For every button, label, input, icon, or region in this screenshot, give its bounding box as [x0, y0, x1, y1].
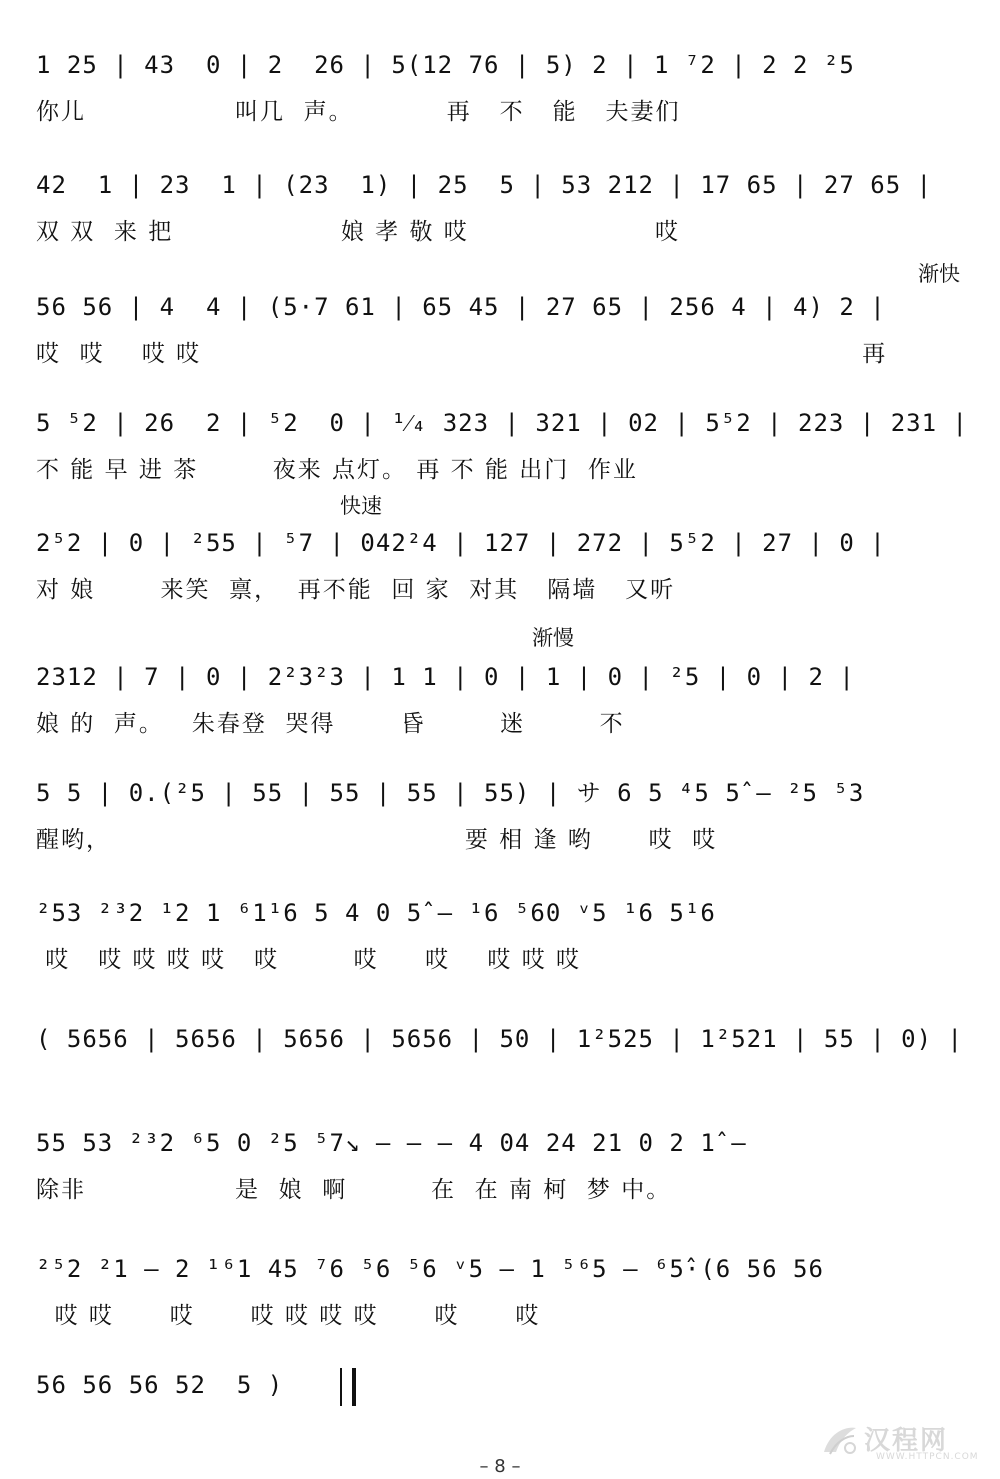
notation-line: ( 5656 | 5656 | 5656 | 5656 | 50 | 1²525 | 1²521 | 55 | 0) |: [36, 1025, 963, 1053]
final-barline: [340, 1368, 356, 1406]
watermark-logo-icon: [820, 1422, 860, 1458]
notation-line: 56 56 56 52 5 ): [36, 1371, 284, 1399]
watermark-text: 汉程网: [864, 1426, 949, 1456]
score-system-10: [0, 1118, 1000, 1228]
lyrics-line: 不 能 早 进 茶 夜来 点灯。 再 不 能 出门 作业: [36, 457, 638, 483]
lyrics-line: 哎 哎 哎 哎 再: [36, 341, 888, 367]
notation-line: 56 56 | 4 4 | (5·7 61 | 65 45 | 27 65 | 256 4 | 4) 2 |: [36, 293, 886, 321]
lyrics-line: 除非 是 娘 啊 在 在 南 柯 梦 中。: [36, 1177, 672, 1203]
notation-line: 2⁵2 | 0 | ²55 | ⁵7 | 042²4 | 127 | 272 | 5⁵2 | 27 | 0 |: [36, 529, 886, 557]
score-system-7: [0, 768, 1000, 878]
score-system-6: [0, 652, 1000, 762]
notation-line: 55 53 ²³2 ⁶5 0 ²5 ⁵7↘ — — — 4 04 24 21 0 2 1̂ —: [36, 1129, 747, 1157]
score-system-3: [0, 282, 1000, 392]
score-system-4: [0, 398, 1000, 508]
notation-line: ²⁵2 ²1 — 2 ¹⁶1 45 ⁷6 ⁵6 ⁵6 ᵛ5 — 1 ⁵⁶5 — ⁶5̂·(6 56 56: [36, 1255, 824, 1283]
notation-line: 5 5 | 0.(²5 | 55 | 55 | 55 | 55) | サ 6 5 ⁴5 5̂ — ²5 ⁵3: [36, 779, 865, 807]
lyrics-line: 对 娘 来笑 禀， 再不能 回 家 对其 隔墙 又听: [36, 577, 676, 603]
notation-line: 42 1 | 23 1 | (23 1) | 25 5 | 53 212 | 17 65 | 27 65 |: [36, 171, 933, 199]
tempo-marking-ritardando: 渐慢: [532, 626, 574, 650]
notation-line: 5 ⁵2 | 26 2 | ⁵2 0 | ¹⁄₄ 323 | 321 | 02 | 5⁵2 | 223 | 231 |: [36, 409, 968, 437]
tempo-marking-fast: 快速: [340, 494, 382, 518]
score-system-2: [0, 160, 1000, 270]
lyrics-line: 哎 哎 哎 哎 哎 哎 哎 哎 哎: [36, 1303, 541, 1329]
lyrics-line: 哎 哎 哎 哎 哎 哎 哎 哎 哎 哎 哎: [36, 947, 582, 973]
score-system-8: [0, 888, 1000, 998]
lyrics-line: [36, 1066, 976, 1106]
notation-line: ²53 ²³2 ¹2 1 ⁶1¹6 5 4 0 5̂ — ¹6 ⁵60 ᵛ5 ¹6 5¹6: [36, 899, 716, 927]
watermark-url: WWW.HTTPCN.COM: [876, 1452, 979, 1462]
lyrics-line: 醒哟， 要 相 逢 哟 哎 哎: [36, 827, 718, 853]
score-system-1: [0, 40, 1000, 150]
notation-line: 2312 | 7 | 0 | 2²3²3 | 1 1 | 0 | 1 | 0 | ²5 | 0 | 2 |: [36, 663, 855, 691]
score-system-9: [0, 1014, 1000, 1124]
score-system-11: [0, 1244, 1000, 1354]
lyrics-line: 你儿 叫几 声。 再 不 能 夫妻们: [36, 99, 681, 125]
tempo-marking-accelerando: 渐快: [918, 262, 960, 286]
page-number: – 8 –: [479, 1456, 521, 1477]
score-system-5: [0, 518, 1000, 628]
watermark: [820, 1418, 990, 1468]
notation-line: 1 25 | 43 0 | 2 26 | 5(12 76 | 5) 2 | 1 ⁷2 | 2 2 ²5: [36, 51, 855, 79]
lyrics-line: 双 双 来 把 娘 孝 敬 哎 哎: [36, 219, 680, 245]
lyrics-line: 娘 的 声。 朱春登 哭得 昏 迷 不: [36, 711, 625, 737]
